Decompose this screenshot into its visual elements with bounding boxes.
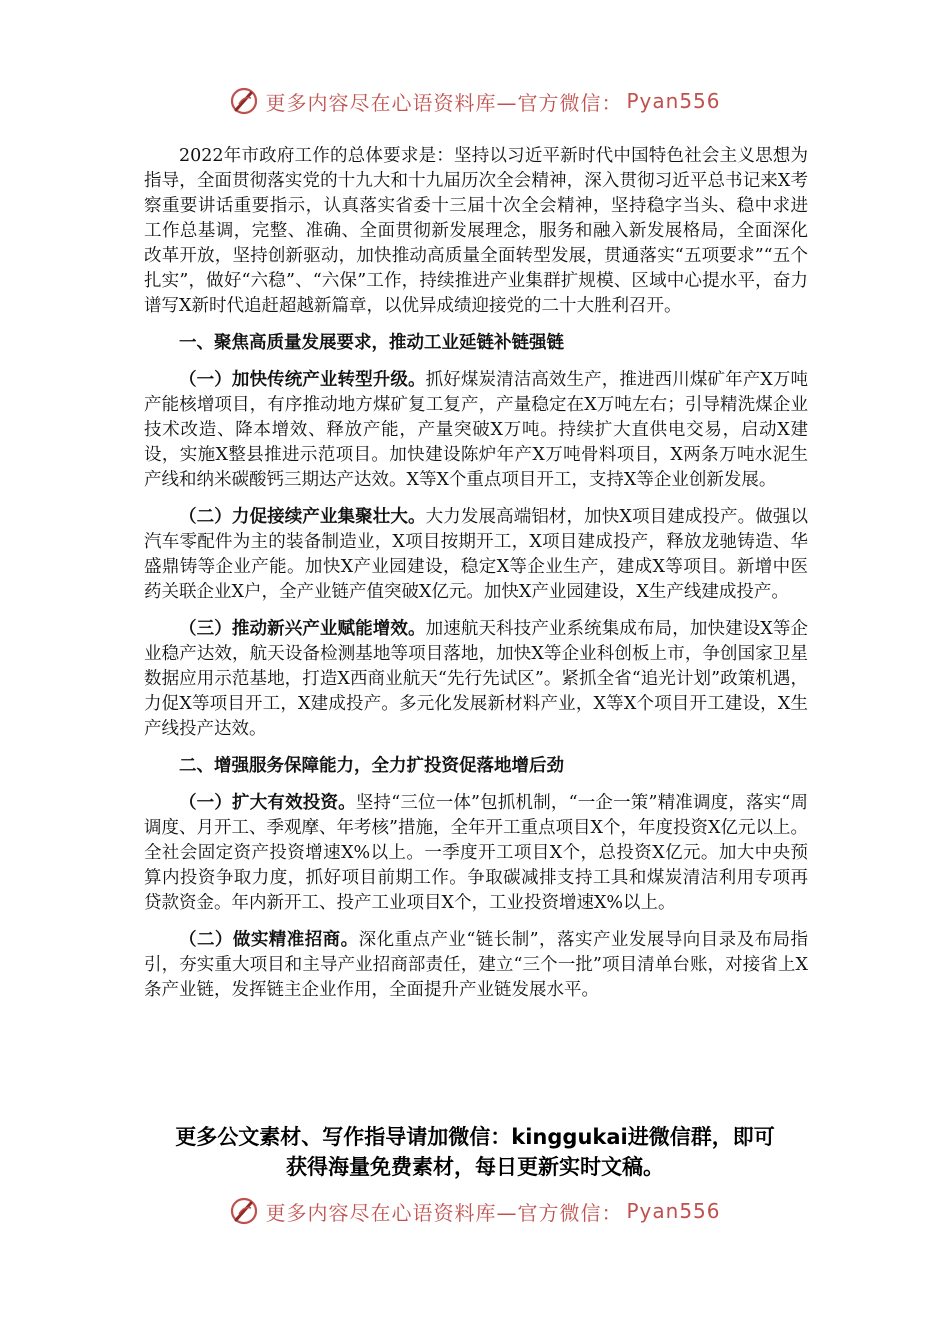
watermark-id: Pyan556	[626, 89, 721, 113]
item-body: 深化重点产业“链长制”，落实产业发展导向目录及布局指引，夯实重大项目和主导产业招商部责任，建立“三个一批”项目清单台账，对接省上X条产业链，发挥链主企业作用，全面提升产业链发展水平。	[144, 930, 808, 1000]
section-heading-2: 二、增强服务保障能力，全力扩投资促落地增后劲	[179, 756, 564, 776]
item-lead: （一）扩大有效投资。	[179, 793, 356, 813]
document-body	[144, 144, 808, 1015]
section-1-item-1	[144, 368, 808, 493]
section-2-item-2	[144, 928, 808, 1003]
item-body: 加速航天科技产业系统集成布局，加快建设X等企业稳产达效，航天设备检测基地等项目落地，加快X等企业科创板上市，争创国家卫星数据应用示范基地，打造X西商业航天“先行先试区”。紧抓全省“追光计划”政策机遇，力促X等项目开工，X建成投产。多元化发展新材料产业，X等X个项目开工建设，X生产线投产达效。	[144, 619, 809, 739]
item-lead: （三）推动新兴产业赋能增效。	[179, 619, 426, 639]
item-body: 坚持“三位一体”包抓机制，“一企一策”精准调度，落实“周调度、月开工、季观摩、年考核”措施，全年开工重点项目X个，年度投资X亿元以上。全社会固定资产投资增速X%以上。一季度开工项目X个，总投资X亿元。加大中央预算内投资争取力度，抓好项目前期工作。争取碳减排支持工具和煤炭清洁利用专项再贷款资金。年内新开工、投产工业项目X个，工业投资增速X%以上。	[144, 793, 808, 913]
item-lead: （二）力促接续产业集聚壮大。	[179, 507, 426, 527]
watermark-bottom	[0, 1196, 950, 1226]
intro-paragraph: 2022年市政府工作的总体要求是：坚持以习近平新时代中国特色社会主义思想为指导，全面贯彻落实党的十九大和十九届历次全会精神，深入贯彻习近平总书记来X考察重要讲话重要指示，认真落实省委十三届十次全会精神，坚持稳字当头、稳中求进工作总基调，完整、准确、全面贯彻新发展理念，服务和融入新发展格局，全面深化改革开放，坚持创新驱动，加快推动高质量全面转型发展，贯通落实“五项要求”“五个扎实”，做好“六稳”、“六保”工作，持续推进产业集群扩规模、区域中心提水平，奋力谱写X新时代追赶超越新篇章，以优异成绩迎接党的二十大胜利召开。	[144, 146, 808, 316]
watermark-id: Pyan556	[626, 1199, 721, 1223]
item-lead: （一）加快传统产业转型升级。	[179, 370, 426, 390]
promo-notice	[130, 1122, 820, 1182]
section-2-item-1	[144, 791, 808, 916]
section-1-item-2	[144, 505, 808, 605]
section-1-item-3	[144, 617, 808, 742]
watermark-top	[0, 86, 950, 116]
item-body: 抓好煤炭清洁高效生产，推进西川煤矿年产X万吨产能核增项目，有序推动地方煤矿复工复产，产量稳定在X万吨左右；引导精洗煤企业技术改造、降本增效、释放产能，产量突破X万吨。持续扩大直供电交易，启动X建设，实施X整县推进示范项目。加快建设陈炉年产X万吨骨料项目，X两条万吨水泥生产线和纳米碳酸钙三期达产达效。X等X个重点项目开工，支持X等企业创新发展。	[144, 370, 809, 490]
watermark-logo-icon	[229, 86, 259, 116]
watermark-logo-icon	[229, 1196, 259, 1226]
watermark-text: 更多内容尽在心语资料库—官方微信：	[265, 90, 623, 115]
item-lead: （二）做实精准招商。	[179, 930, 359, 950]
promo-line-2: 获得海量免费素材，每日更新实时文稿。	[286, 1155, 664, 1179]
item-body: 大力发展高端铝材，加快X项目建成投产。做强以汽车零配件为主的装备制造业，X项目按期开工，X项目建成投产，释放龙驰铸造、华盛鼎铸等企业产能。加快X产业园建设，稳定X等企业生产，建成X等项目。新增中医药关联企业X户，全产业链产值突破X亿元。加快X产业园建设，X生产线建成投产。	[144, 507, 809, 602]
promo-line-1: 更多公文素材、写作指导请加微信：kinggukai进微信群，即可	[175, 1125, 775, 1149]
section-heading-1: 一、聚焦高质量发展要求，推动工业延链补链强链	[179, 333, 564, 353]
watermark-text: 更多内容尽在心语资料库—官方微信：	[265, 1200, 623, 1225]
